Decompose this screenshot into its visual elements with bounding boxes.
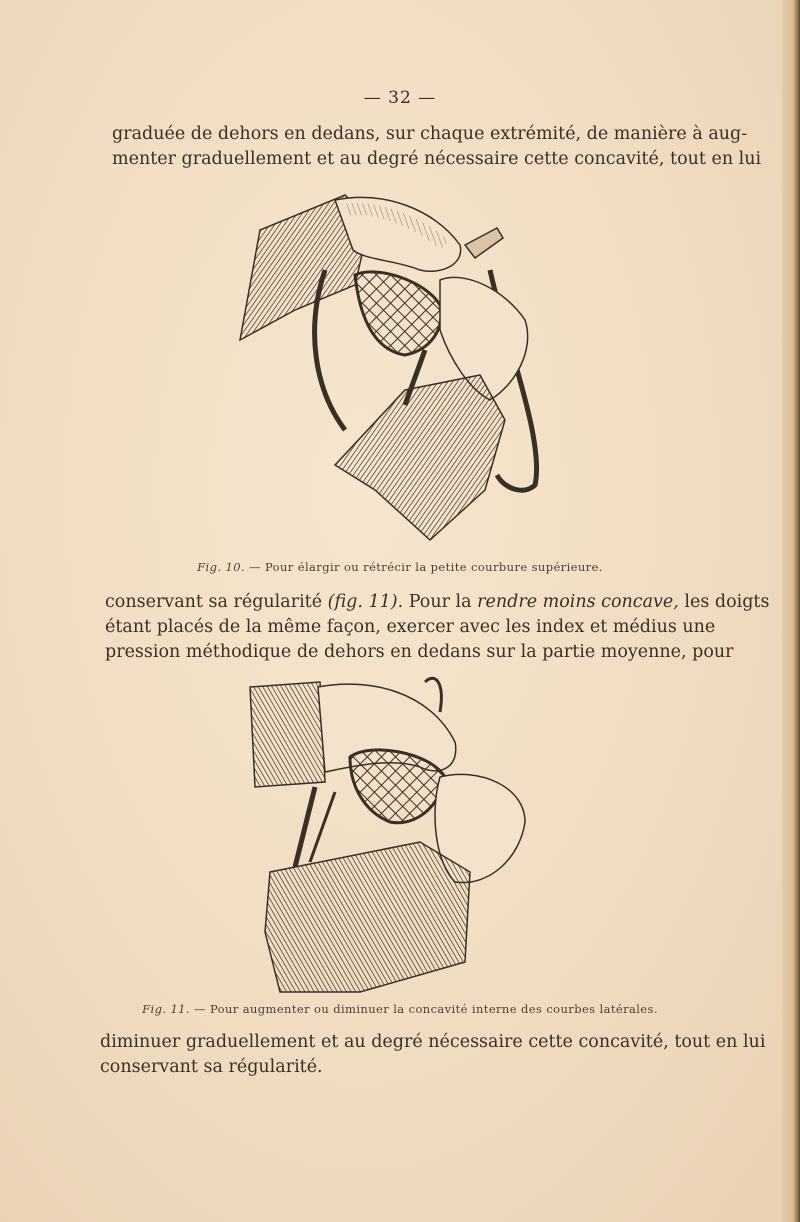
figure-10-illustration bbox=[235, 190, 555, 560]
paragraph-3-line-2: conservant sa régularité. bbox=[100, 1057, 323, 1077]
figure-11-caption bbox=[0, 1002, 800, 1016]
paragraph-2-line-1-mid: Pour la bbox=[408, 592, 472, 612]
paragraph-2 bbox=[105, 590, 770, 665]
figure-11-label: Fig. 11. — bbox=[142, 1002, 206, 1016]
paragraph-2-line-1 bbox=[105, 590, 770, 615]
paragraph-3-line-1: diminuer graduellement et au degré nécessaire cette concavité, tout en lui bbox=[100, 1032, 766, 1052]
emphasis-rendre-moins-concave: rendre moins concave, bbox=[477, 592, 679, 612]
paragraph-2-line-3: pression méthodique de dehors en dedans sur la partie moyenne, pour bbox=[105, 642, 734, 662]
figure-11-illustration bbox=[240, 672, 540, 1002]
figure-10-caption-text: Pour élargir ou rétrécir la petite courbure supérieure. bbox=[265, 560, 603, 574]
paragraph-2-line-1-end: les doigts bbox=[684, 592, 770, 612]
paragraph-1-line-2: menter graduellement et au degré nécessaire cette concavité, tout en lui bbox=[112, 149, 762, 169]
figure-11-caption-text: Pour augmenter ou diminuer la concavité interne des courbes latérales. bbox=[209, 1002, 658, 1016]
figure-11-reference: (fig. 11). bbox=[327, 592, 404, 612]
paragraph-3 bbox=[100, 1030, 766, 1080]
paragraph-1-line-1: graduée de dehors en dedans, sur chaque extrémité, de manière à aug- bbox=[112, 124, 748, 144]
paragraph-2-line-1-start: conservant sa régularité bbox=[105, 592, 323, 612]
paragraph-2-line-2: étant placés de la même façon, exercer avec les index et médius une bbox=[105, 617, 716, 637]
figure-10-label: Fig. 10. — bbox=[197, 560, 261, 574]
page-number: — 32 — bbox=[363, 88, 437, 108]
paragraph-1 bbox=[112, 122, 762, 172]
figure-10-caption bbox=[0, 560, 800, 574]
page-edge bbox=[782, 0, 800, 1222]
